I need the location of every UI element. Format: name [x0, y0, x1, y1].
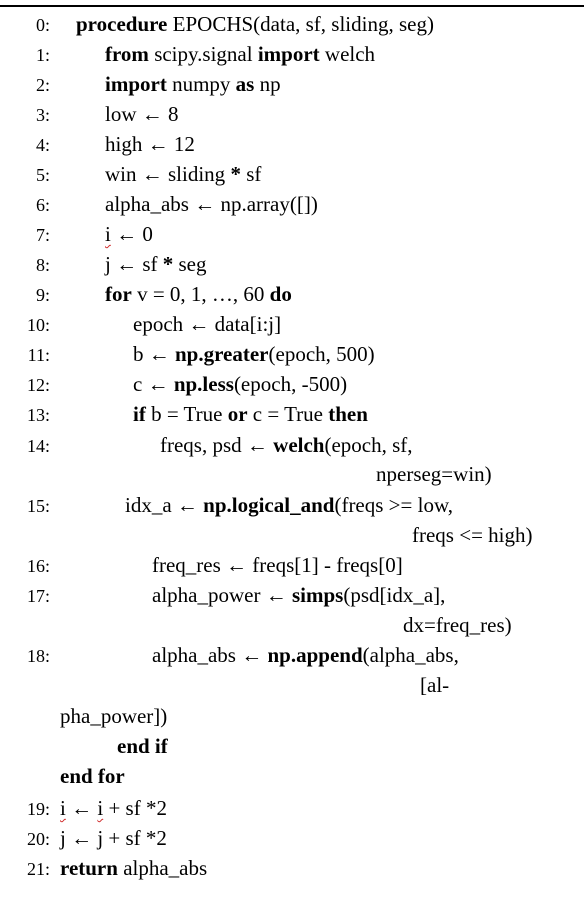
top-rule	[0, 5, 584, 7]
code-line	[376, 462, 492, 486]
line-number: 16:	[26, 556, 50, 576]
code-text: scipy.signal	[148, 42, 258, 66]
code-text: (epoch, -500)	[233, 372, 348, 396]
code-text: high ← 12	[105, 132, 195, 156]
code-line	[133, 312, 281, 336]
line-number: 14:	[26, 436, 50, 456]
line-number: 12:	[26, 375, 50, 395]
line-number: 0:	[35, 15, 50, 35]
code-line	[133, 342, 375, 366]
code-text: i	[60, 796, 66, 820]
code-text: alpha_abs ←	[152, 643, 268, 667]
line-number: 9:	[35, 285, 50, 305]
line-number: 15:	[26, 496, 50, 516]
code-text: ← 0	[110, 222, 153, 246]
code-text: np	[254, 72, 281, 96]
code-text: numpy	[166, 72, 236, 96]
keyword: import	[257, 42, 320, 66]
keyword: np.greater	[175, 342, 269, 366]
code-text: alpha_power ←	[152, 583, 292, 607]
code-text: idx_a ←	[125, 493, 204, 517]
keyword: for	[105, 282, 132, 306]
code-line	[105, 102, 179, 126]
line-number: 8:	[35, 255, 50, 275]
code-line	[60, 764, 125, 788]
keyword: *	[162, 252, 174, 276]
code-line	[133, 372, 347, 396]
code-text: nperseg=win)	[376, 462, 492, 486]
code-text: alpha_abs	[117, 856, 208, 880]
code-text: b ←	[133, 342, 175, 366]
code-text: i	[105, 222, 111, 246]
code-text: alpha_abs ← np.array([])	[105, 192, 318, 216]
code-text: freqs, psd ←	[160, 433, 274, 457]
code-line	[105, 162, 261, 186]
code-text: b = True	[145, 402, 228, 426]
code-line	[152, 583, 445, 607]
code-text: v = 0, 1, …, 60	[131, 282, 270, 306]
code-text: (epoch, 500)	[268, 342, 375, 366]
keyword: return	[60, 856, 118, 880]
code-line	[60, 826, 167, 850]
keyword: procedure	[76, 12, 168, 36]
code-text: pha_power])	[60, 704, 168, 728]
code-text: EPOCHS(data, sf, sliding, seg)	[167, 12, 434, 36]
line-number: 4:	[35, 135, 50, 155]
code-text: (epoch, sf,	[324, 433, 413, 457]
keyword: from	[105, 42, 149, 66]
code-text: c = True	[247, 402, 329, 426]
code-line	[105, 222, 153, 246]
code-text: sf	[240, 162, 262, 186]
line-number: 3:	[35, 105, 50, 125]
code-text: epoch ← data[i:j]	[133, 312, 282, 336]
line-number: 20:	[26, 829, 50, 849]
code-text: (freqs >= low,	[334, 493, 453, 517]
code-text: c ←	[133, 372, 174, 396]
code-line	[105, 132, 195, 156]
code-text: dx=freq_res)	[403, 613, 512, 637]
code-line	[60, 796, 167, 820]
line-number: 6:	[35, 195, 50, 215]
line-number: 13:	[26, 405, 50, 425]
line-number: 2:	[35, 75, 50, 95]
code-line	[105, 252, 207, 276]
keyword: as	[235, 72, 255, 96]
code-line	[125, 493, 453, 517]
keyword: simps	[291, 583, 344, 607]
code-line	[133, 402, 368, 426]
code-line	[117, 734, 168, 758]
code-line	[152, 553, 403, 577]
keyword: end if	[117, 734, 168, 758]
code-text: j ← sf	[105, 252, 163, 276]
line-number: 18:	[26, 646, 50, 666]
code-text: i	[97, 796, 104, 820]
line-number: 10:	[26, 315, 50, 335]
keyword: *	[230, 162, 241, 186]
code-line	[105, 42, 375, 66]
keyword: import	[105, 72, 167, 96]
code-line	[105, 72, 281, 96]
code-text: j ← j + sf *2	[60, 826, 167, 850]
keyword: end for	[60, 764, 125, 788]
code-text: seg	[173, 252, 207, 276]
code-text: freqs <= high)	[412, 523, 533, 547]
keyword: do	[269, 282, 292, 306]
line-number: 7:	[35, 225, 50, 245]
code-text: (alpha_abs,	[362, 643, 459, 667]
keyword: np.logical_and	[203, 493, 335, 517]
keyword: welch	[273, 433, 325, 457]
code-line	[105, 192, 318, 216]
code-text: welch	[319, 42, 376, 66]
code-text: ←	[65, 796, 98, 820]
code-line	[152, 643, 459, 667]
line-number: 19:	[26, 799, 50, 819]
keyword: if	[133, 402, 146, 426]
line-number: 11:	[27, 345, 50, 365]
code-text: freq_res ← freqs[1] - freqs[0]	[152, 553, 403, 577]
line-number: 1:	[35, 45, 50, 65]
code-line	[76, 12, 434, 36]
code-line	[105, 282, 292, 306]
code-line	[60, 704, 167, 728]
code-text: + sf *2	[103, 796, 167, 820]
line-number: 17:	[26, 586, 50, 606]
line-number: 21:	[26, 859, 50, 879]
code-line	[60, 856, 207, 880]
keyword: or	[227, 402, 248, 426]
code-text: [al-	[420, 673, 450, 697]
code-line	[420, 673, 449, 697]
line-number: 5:	[35, 165, 50, 185]
code-line	[160, 433, 413, 457]
keyword: np.less	[173, 372, 234, 396]
code-line	[412, 523, 533, 547]
code-text: win ← sliding	[105, 162, 231, 186]
code-text: (psd[idx_a],	[343, 583, 446, 607]
keyword: np.append	[267, 643, 363, 667]
keyword: then	[328, 402, 368, 426]
code-text: low ← 8	[105, 102, 179, 126]
code-line	[403, 613, 512, 637]
